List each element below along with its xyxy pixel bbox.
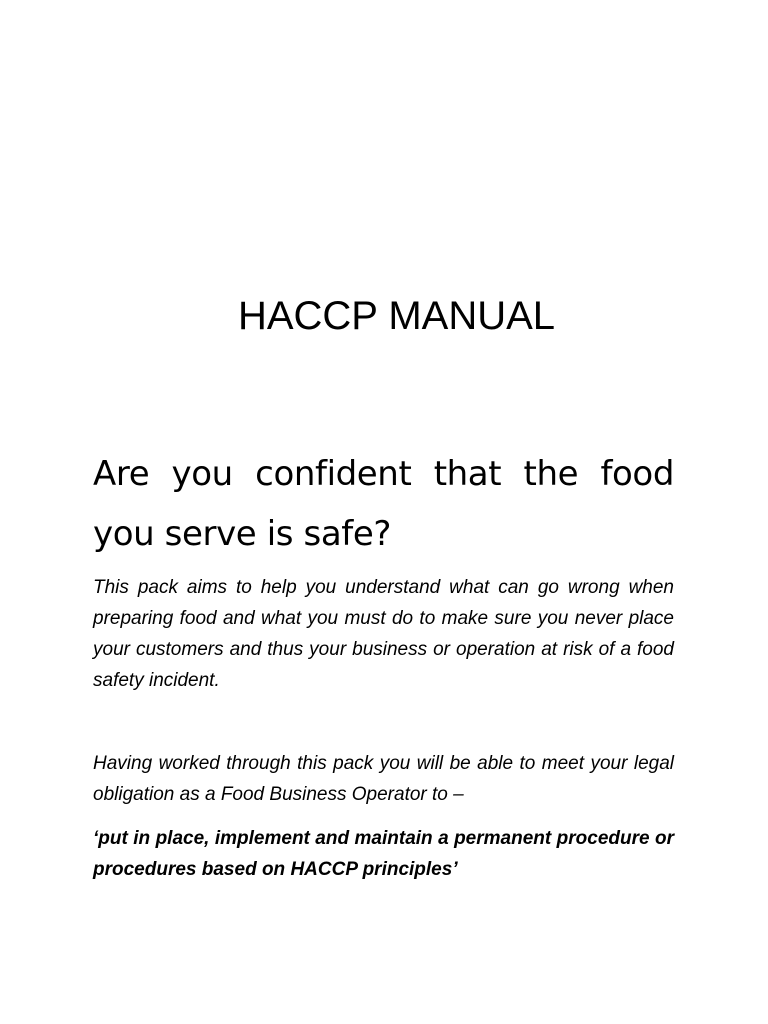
document-title: HACCP MANUAL	[237, 294, 556, 338]
document-body	[93, 444, 674, 885]
legal-quote: ‘put in place, implement and maintain a permanent procedure or procedures based on HACCP principles’	[93, 828, 674, 880]
section-heading: Are you confident that the food you serve is safe?	[93, 454, 674, 554]
intro-paragraph: This pack aims to help you understand what can go wrong when preparing food and what you must do to make sure you never place your customers and thus your business or operation at risk of a food safety incident.	[93, 577, 674, 691]
obligation-paragraph: Having worked through this pack you will be able to meet your legal obligation as a Food Business Operator to –	[93, 753, 674, 805]
